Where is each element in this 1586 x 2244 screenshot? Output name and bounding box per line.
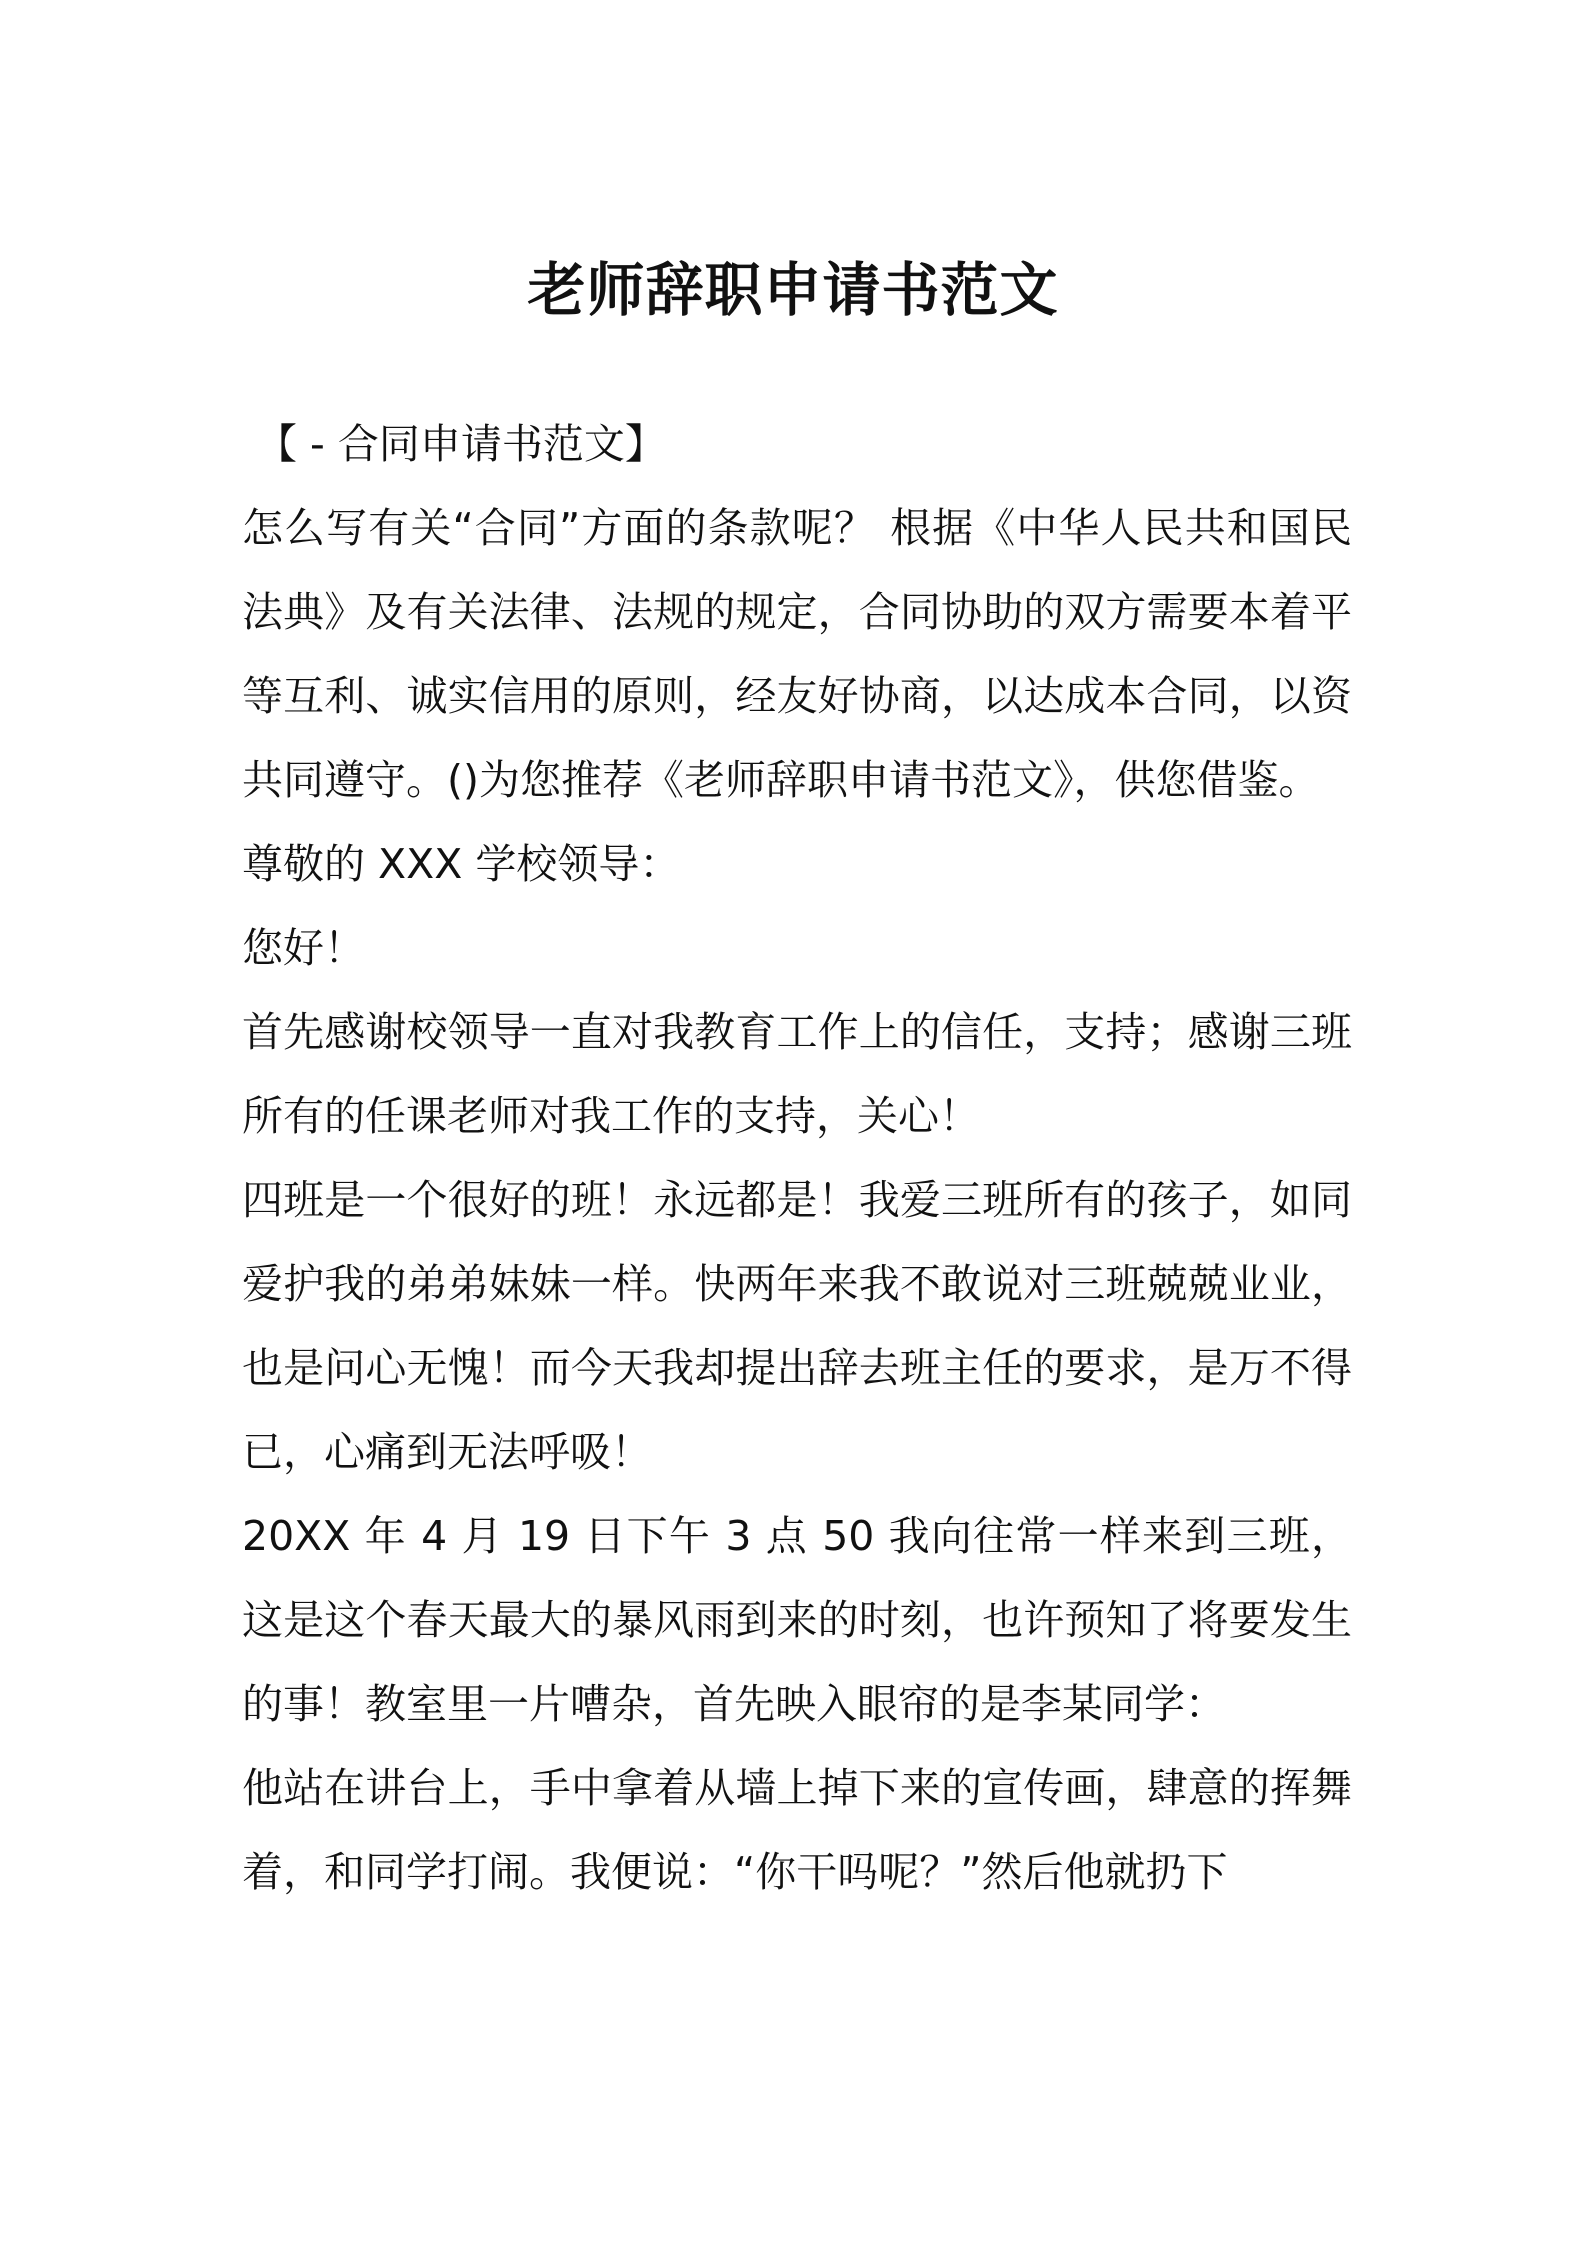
document-title: 老师辞职申请书范文: [527, 256, 1059, 324]
source-tag: 【 - 合同申请书范文】: [256, 420, 666, 468]
salutation: 尊敬的 XXX 学校领导：: [242, 840, 681, 888]
greeting: 您好！: [242, 924, 365, 972]
body-paragraph-incident: 20XX 年 4 月 19 日下午 3 点 50 我向往常一样来到三班，这是这个春天最大的暴风雨到来的时刻，也许预知了将要发生的事！教室里一片嘈杂，首先映入眼帘的是李某同学：: [242, 1512, 1352, 1728]
body-paragraph-thanks: 首先感谢校领导一直对我教育工作上的信任，支持；感谢三班所有的任课老师对我工作的支持，关心！: [242, 1008, 1352, 1140]
body-paragraph-continued: 他站在讲台上，手中拿着从墙上掉下来的宣传画，肆意的挥舞着，和同学打闹。我便说：“你干吗呢？”然后他就扔下: [242, 1764, 1352, 1896]
document-body: [242, 402, 1352, 1914]
intro-paragraph: 怎么写有关“合同”方面的条款呢？ 根据《中华人民共和国民法典》及有关法律、法规的规定，合同协助的双方需要本着平等互利、诚实信用的原则，经友好协商，以达成本合同，以资共同遵守。()为您推荐《老师辞职申请书范文》，供您借鉴。: [242, 504, 1352, 804]
body-paragraph-class: 四班是一个很好的班！永远都是！我爱三班所有的孩子，如同爱护我的弟弟妹妹一样。快两年来我不敢说对三班兢兢业业，也是问心无愧！而今天我却提出辞去班主任的要求，是万不得已，心痛到无法呼吸！: [242, 1176, 1352, 1476]
